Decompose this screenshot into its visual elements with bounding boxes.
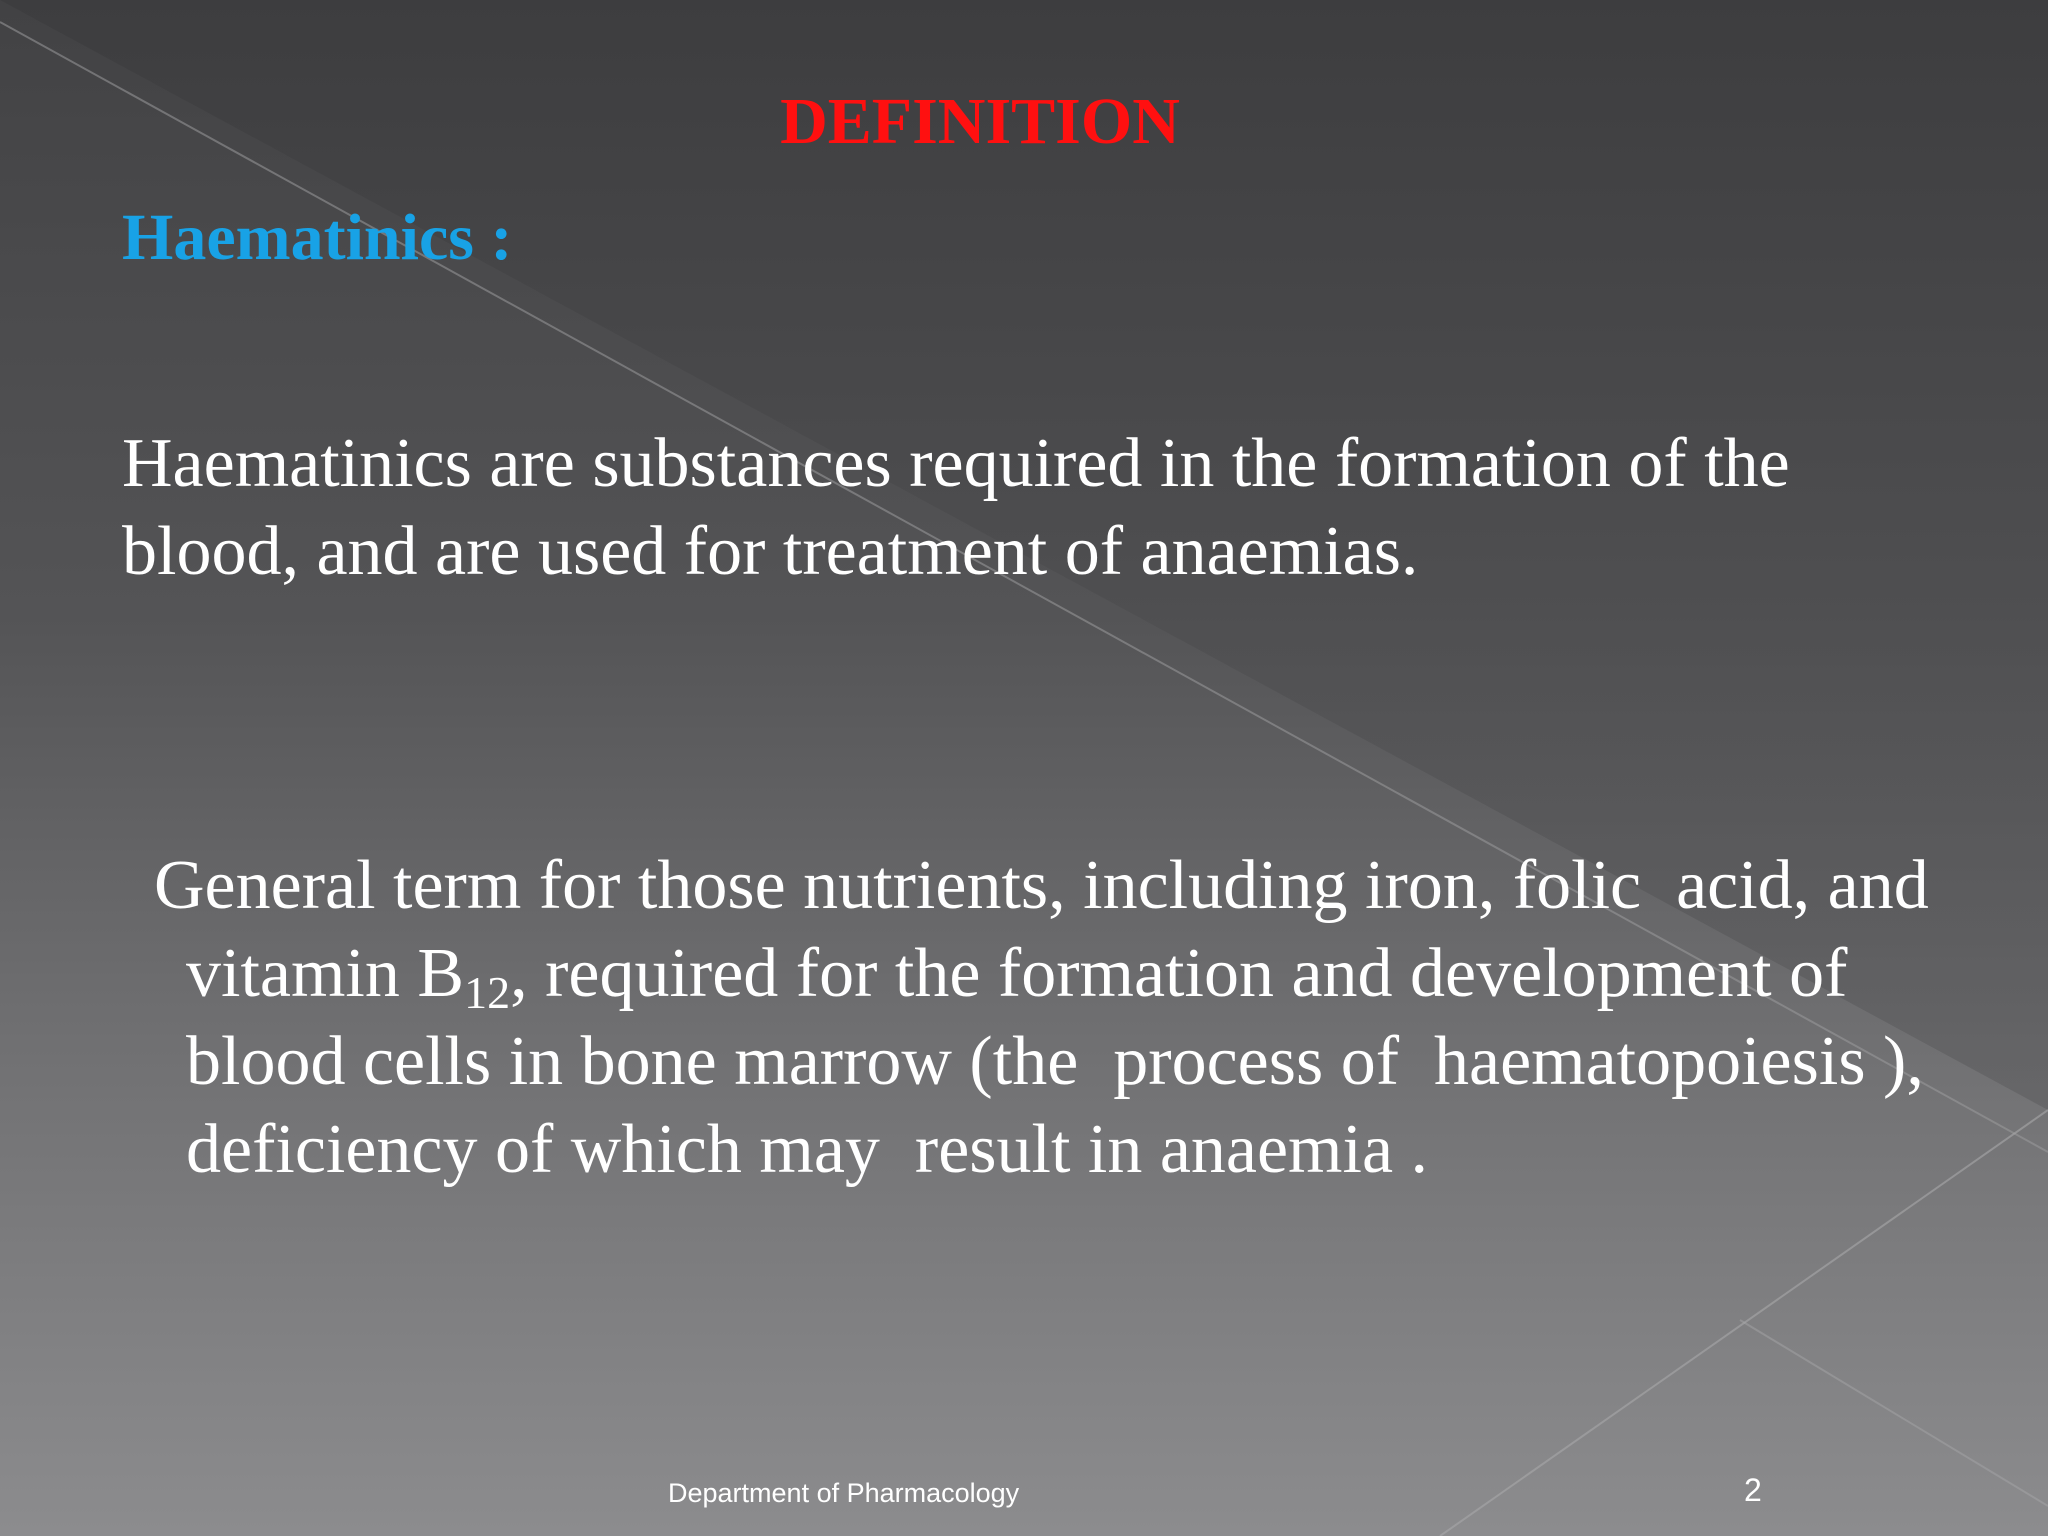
slide-title: DEFINITION [780, 85, 1180, 158]
term-heading: Haematinics : [122, 201, 513, 274]
description-text-part2: , required for the formation and development of blood cells in bone marrow (the process of haematopoiesis ), deficiency of which may result in anaemia . [186, 935, 1942, 1188]
background-corner-line-2 [1740, 1320, 2048, 1506]
footer-text: Department of Pharmacology [668, 1478, 1020, 1508]
description-text-part1: General term for those nutrients, including iron, folic acid, and vitamin B [154, 847, 1947, 1012]
definition-paragraph: Haematinics are substances required in the formation of the blood, and are used for treatment of anaemias. [122, 425, 1790, 590]
page-number: 2 [1744, 1472, 1762, 1508]
description-paragraph [154, 842, 1946, 1194]
vitamin-subscript: 12 [464, 967, 511, 1018]
